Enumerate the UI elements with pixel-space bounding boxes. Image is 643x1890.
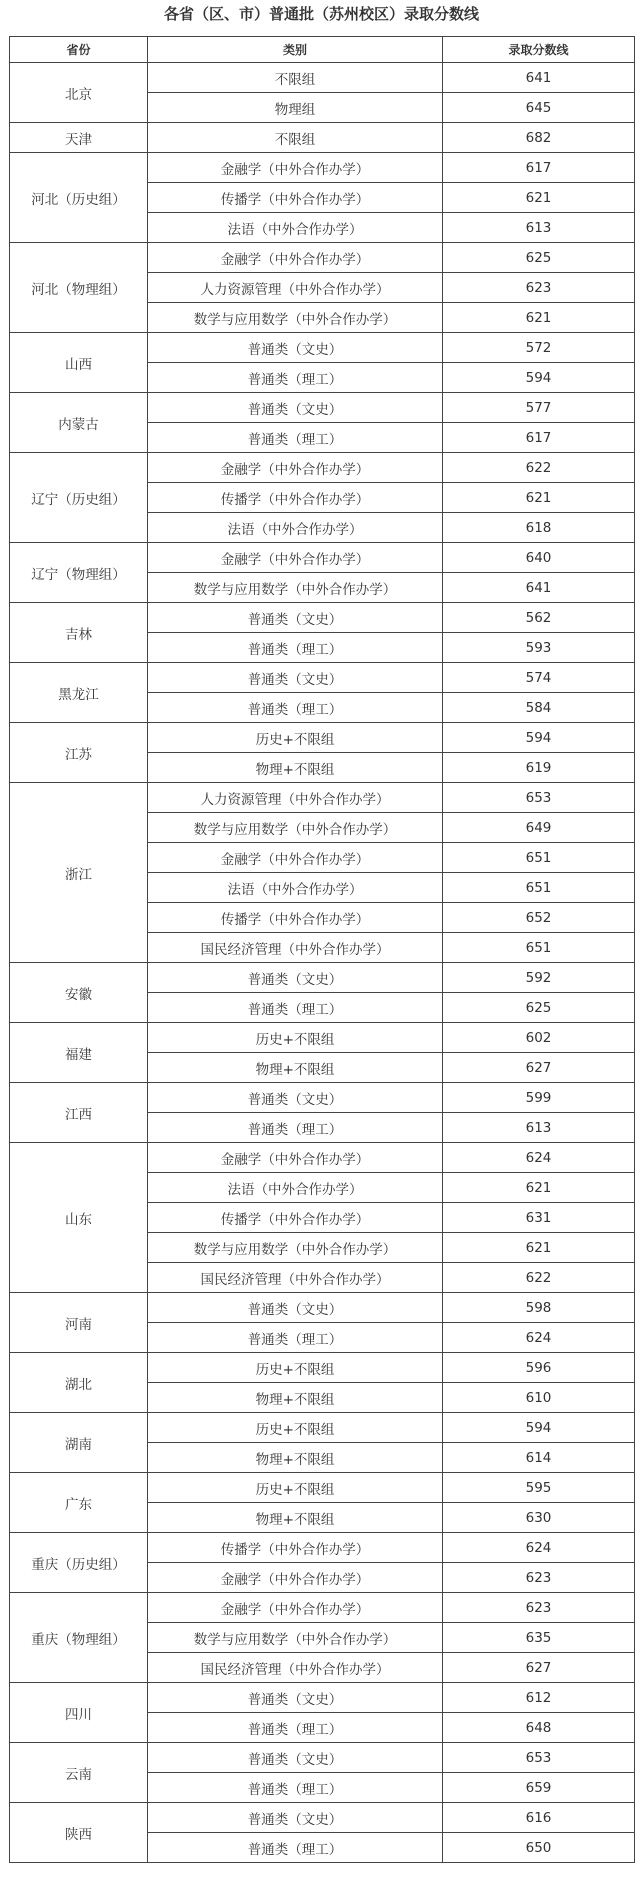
table-row [10, 1083, 635, 1113]
category-cell: 国民经济管理（中外合作办学） [148, 1653, 443, 1683]
category-cell: 物理+不限组 [148, 1503, 443, 1533]
score-cell: 640 [443, 543, 635, 573]
category-cell: 传播学（中外合作办学） [148, 483, 443, 513]
score-cell: 617 [443, 153, 635, 183]
score-cell: 594 [443, 723, 635, 753]
score-cell: 621 [443, 1233, 635, 1263]
category-cell: 法语（中外合作办学） [148, 873, 443, 903]
score-cell: 641 [443, 63, 635, 93]
province-cell: 河北（历史组） [10, 153, 148, 243]
province-cell: 吉林 [10, 603, 148, 663]
score-cell: 602 [443, 1023, 635, 1053]
table-row [10, 1803, 635, 1833]
score-cell: 650 [443, 1833, 635, 1863]
score-cell: 562 [443, 603, 635, 633]
score-cell: 641 [443, 573, 635, 603]
category-cell: 普通类（文史） [148, 603, 443, 633]
province-cell: 黑龙江 [10, 663, 148, 723]
category-cell: 普通类（理工） [148, 633, 443, 663]
category-cell: 历史+不限组 [148, 1473, 443, 1503]
category-cell: 国民经济管理（中外合作办学） [148, 1263, 443, 1293]
table-row [10, 153, 635, 183]
table-row [10, 543, 635, 573]
category-cell: 物理+不限组 [148, 1053, 443, 1083]
table-row [10, 333, 635, 363]
score-cell: 595 [443, 1473, 635, 1503]
category-cell: 物理+不限组 [148, 753, 443, 783]
score-cell: 649 [443, 813, 635, 843]
category-cell: 普通类（文史） [148, 663, 443, 693]
province-cell: 四川 [10, 1683, 148, 1743]
category-cell: 普通类（文史） [148, 1803, 443, 1833]
score-cell: 621 [443, 183, 635, 213]
category-cell: 法语（中外合作办学） [148, 1173, 443, 1203]
province-cell: 山东 [10, 1143, 148, 1293]
category-cell: 传播学（中外合作办学） [148, 903, 443, 933]
table-row [10, 1413, 635, 1443]
province-cell: 安徽 [10, 963, 148, 1023]
table-row [10, 783, 635, 813]
score-cell: 622 [443, 1263, 635, 1293]
province-cell: 福建 [10, 1023, 148, 1083]
table-row [10, 1533, 635, 1563]
score-cell: 652 [443, 903, 635, 933]
score-cell: 622 [443, 453, 635, 483]
province-cell: 湖北 [10, 1353, 148, 1413]
category-cell: 普通类（文史） [148, 1743, 443, 1773]
score-cell: 616 [443, 1803, 635, 1833]
province-cell: 天津 [10, 123, 148, 153]
category-cell: 普通类（理工） [148, 1323, 443, 1353]
category-cell: 历史+不限组 [148, 1353, 443, 1383]
province-cell: 内蒙古 [10, 393, 148, 453]
score-cell: 623 [443, 273, 635, 303]
category-cell: 普通类（文史） [148, 1083, 443, 1113]
score-cell: 659 [443, 1773, 635, 1803]
province-cell: 辽宁（物理组） [10, 543, 148, 603]
category-cell: 金融学（中外合作办学） [148, 243, 443, 273]
category-cell: 数学与应用数学（中外合作办学） [148, 1233, 443, 1263]
category-cell: 普通类（理工） [148, 363, 443, 393]
category-cell: 传播学（中外合作办学） [148, 183, 443, 213]
score-cell: 623 [443, 1563, 635, 1593]
category-cell: 物理+不限组 [148, 1443, 443, 1473]
province-cell: 湖南 [10, 1413, 148, 1473]
score-cell: 651 [443, 843, 635, 873]
category-cell: 物理组 [148, 93, 443, 123]
province-cell: 山西 [10, 333, 148, 393]
score-cell: 593 [443, 633, 635, 663]
table-row [10, 723, 635, 753]
province-cell: 重庆（历史组） [10, 1533, 148, 1593]
header-score: 录取分数线 [443, 37, 635, 63]
score-cell: 630 [443, 1503, 635, 1533]
score-cell: 577 [443, 393, 635, 423]
score-cell: 612 [443, 1683, 635, 1713]
table-row [10, 1143, 635, 1173]
score-cell: 621 [443, 303, 635, 333]
category-cell: 数学与应用数学（中外合作办学） [148, 303, 443, 333]
score-cell: 625 [443, 993, 635, 1023]
score-cell: 624 [443, 1143, 635, 1173]
table-row [10, 663, 635, 693]
table-row [10, 1023, 635, 1053]
province-cell: 云南 [10, 1743, 148, 1803]
province-cell: 江苏 [10, 723, 148, 783]
category-cell: 不限组 [148, 63, 443, 93]
category-cell: 普通类（文史） [148, 1293, 443, 1323]
score-cell: 625 [443, 243, 635, 273]
category-cell: 普通类（文史） [148, 1683, 443, 1713]
score-cell: 624 [443, 1323, 635, 1353]
category-cell: 普通类（理工） [148, 1773, 443, 1803]
score-cell: 653 [443, 1743, 635, 1773]
score-cell: 614 [443, 1443, 635, 1473]
score-cell: 613 [443, 1113, 635, 1143]
category-cell: 普通类（理工） [148, 1713, 443, 1743]
score-cell: 594 [443, 363, 635, 393]
header-province: 省份 [10, 37, 148, 63]
category-cell: 金融学（中外合作办学） [148, 1593, 443, 1623]
score-cell: 599 [443, 1083, 635, 1113]
category-cell: 金融学（中外合作办学） [148, 543, 443, 573]
category-cell: 金融学（中外合作办学） [148, 843, 443, 873]
category-cell: 数学与应用数学（中外合作办学） [148, 1623, 443, 1653]
score-cell: 653 [443, 783, 635, 813]
category-cell: 普通类（文史） [148, 393, 443, 423]
score-cell: 651 [443, 873, 635, 903]
province-cell: 江西 [10, 1083, 148, 1143]
category-cell: 历史+不限组 [148, 1023, 443, 1053]
score-cell: 596 [443, 1353, 635, 1383]
category-cell: 物理+不限组 [148, 1383, 443, 1413]
score-cell: 618 [443, 513, 635, 543]
score-cell: 610 [443, 1383, 635, 1413]
table-body [10, 63, 635, 1863]
category-cell: 传播学（中外合作办学） [148, 1533, 443, 1563]
admission-score-table [9, 36, 635, 1863]
category-cell: 历史+不限组 [148, 723, 443, 753]
province-cell: 河北（物理组） [10, 243, 148, 333]
table-row [10, 243, 635, 273]
category-cell: 历史+不限组 [148, 1413, 443, 1443]
score-cell: 617 [443, 423, 635, 453]
category-cell: 普通类（理工） [148, 693, 443, 723]
table-row [10, 1353, 635, 1383]
category-cell: 不限组 [148, 123, 443, 153]
table-row [10, 1293, 635, 1323]
category-cell: 金融学（中外合作办学） [148, 453, 443, 483]
score-cell: 594 [443, 1413, 635, 1443]
category-cell: 金融学（中外合作办学） [148, 1143, 443, 1173]
category-cell: 普通类（文史） [148, 333, 443, 363]
score-cell: 682 [443, 123, 635, 153]
score-cell: 592 [443, 963, 635, 993]
score-cell: 619 [443, 753, 635, 783]
category-cell: 国民经济管理（中外合作办学） [148, 933, 443, 963]
table-row [10, 603, 635, 633]
province-cell: 河南 [10, 1293, 148, 1353]
header-category: 类别 [148, 37, 443, 63]
score-cell: 572 [443, 333, 635, 363]
score-cell: 627 [443, 1053, 635, 1083]
score-cell: 627 [443, 1653, 635, 1683]
table-row [10, 1593, 635, 1623]
category-cell: 人力资源管理（中外合作办学） [148, 273, 443, 303]
score-cell: 574 [443, 663, 635, 693]
table-row [10, 1743, 635, 1773]
table-row [10, 1473, 635, 1503]
province-cell: 陕西 [10, 1803, 148, 1863]
score-cell: 631 [443, 1203, 635, 1233]
province-cell: 辽宁（历史组） [10, 453, 148, 543]
table-row [10, 453, 635, 483]
province-cell: 广东 [10, 1473, 148, 1533]
score-cell: 635 [443, 1623, 635, 1653]
score-cell: 651 [443, 933, 635, 963]
category-cell: 金融学（中外合作办学） [148, 153, 443, 183]
category-cell: 数学与应用数学（中外合作办学） [148, 573, 443, 603]
province-cell: 重庆（物理组） [10, 1593, 148, 1683]
score-cell: 648 [443, 1713, 635, 1743]
score-cell: 613 [443, 213, 635, 243]
category-cell: 普通类（文史） [148, 963, 443, 993]
table-row [10, 393, 635, 423]
category-cell: 普通类（理工） [148, 993, 443, 1023]
score-cell: 598 [443, 1293, 635, 1323]
category-cell: 法语（中外合作办学） [148, 513, 443, 543]
table-row [10, 63, 635, 93]
score-cell: 623 [443, 1593, 635, 1623]
table-row [10, 1683, 635, 1713]
table-header-row [10, 37, 635, 63]
score-cell: 621 [443, 483, 635, 513]
category-cell: 普通类（理工） [148, 1113, 443, 1143]
score-cell: 621 [443, 1173, 635, 1203]
province-cell: 浙江 [10, 783, 148, 963]
table-row [10, 123, 635, 153]
category-cell: 金融学（中外合作办学） [148, 1563, 443, 1593]
score-cell: 645 [443, 93, 635, 123]
page-title: 各省（区、市）普通批（苏州校区）录取分数线 [163, 5, 479, 23]
category-cell: 数学与应用数学（中外合作办学） [148, 813, 443, 843]
province-cell: 北京 [10, 63, 148, 123]
category-cell: 普通类（理工） [148, 423, 443, 453]
table-row [10, 963, 635, 993]
score-cell: 624 [443, 1533, 635, 1563]
category-cell: 普通类（理工） [148, 1833, 443, 1863]
score-cell: 584 [443, 693, 635, 723]
category-cell: 传播学（中外合作办学） [148, 1203, 443, 1233]
category-cell: 法语（中外合作办学） [148, 213, 443, 243]
category-cell: 人力资源管理（中外合作办学） [148, 783, 443, 813]
